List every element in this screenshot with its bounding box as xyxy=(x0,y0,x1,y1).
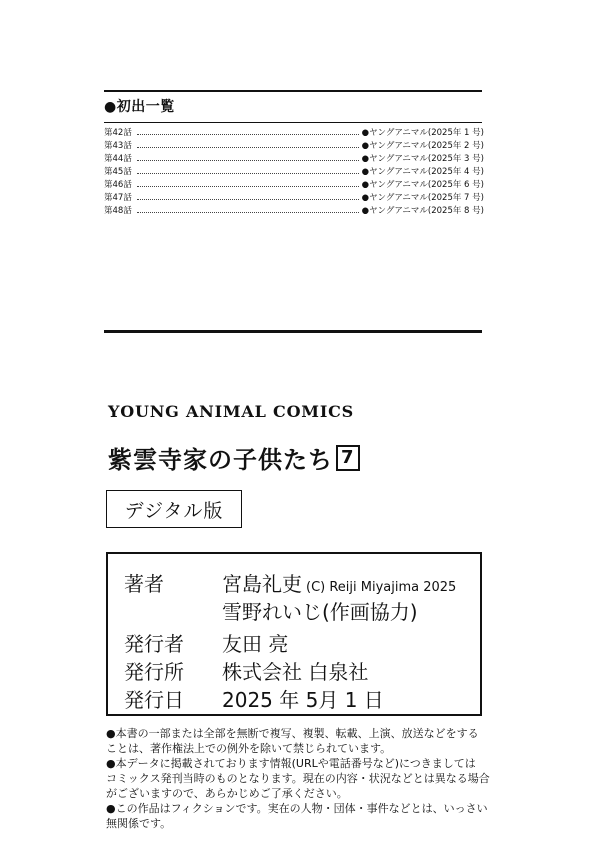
middle-rule xyxy=(104,330,482,333)
volume-number: 7 xyxy=(336,445,360,471)
collaborator: 雪野れいじ(作画協力) xyxy=(222,600,418,624)
chapter-number: 第43話 xyxy=(104,141,132,151)
first-appearance-section xyxy=(104,96,484,218)
publication-source: ●ヤングアニマル(2025年 7 号) xyxy=(361,193,484,203)
publication-row xyxy=(104,192,484,205)
date-label: 発行日 xyxy=(124,688,184,712)
notice-line: がございますので、あらかじめご了承ください。 xyxy=(106,787,348,800)
chapter-number: 第45話 xyxy=(104,167,132,177)
book-title xyxy=(108,440,360,475)
publication-source: ●ヤングアニマル(2025年 4 号) xyxy=(361,167,484,177)
credits-box xyxy=(106,552,482,716)
publication-list xyxy=(104,127,484,218)
notice-line: 無関係です。 xyxy=(106,817,172,830)
publication-row xyxy=(104,153,484,166)
chapter-number: 第48話 xyxy=(104,206,132,216)
publication-row xyxy=(104,166,484,179)
series-label: YOUNG ANIMAL COMICS xyxy=(108,402,354,421)
publisher: 株式会社 白泉社 xyxy=(222,660,369,684)
publish-date: 2025 年 5月 1 日 xyxy=(222,688,384,712)
publication-source: ●ヤングアニマル(2025年 1 号) xyxy=(361,128,484,138)
notice-line: ことは、著作権法上での例外を除いて禁じられています。 xyxy=(106,742,392,755)
notice-line: ●この作品はフィクションです。実在の人物・団体・事件などとは、いっさい xyxy=(106,802,488,815)
legal-notices xyxy=(106,726,496,831)
first-appearance-title: ●初出一覧 xyxy=(104,99,175,115)
notice-line: コミックス発刊当時のものとなります。現在の内容・状況などとは異なる場合 xyxy=(106,772,490,785)
publication-source: ●ヤングアニマル(2025年 3 号) xyxy=(361,154,484,164)
author-line xyxy=(222,568,456,597)
publication-row xyxy=(104,179,484,192)
publication-source: ●ヤングアニマル(2025年 8 号) xyxy=(361,206,484,216)
leader-dots xyxy=(137,160,359,161)
publisher-person: 友田 亮 xyxy=(222,632,289,656)
author-copyright: (C) Reiji Miyajima 2025 xyxy=(306,580,457,595)
notice-line: ●本データに掲載されております情報(URLや電話番号など)につきましては xyxy=(106,757,476,770)
leader-dots xyxy=(137,134,359,135)
chapter-number: 第44話 xyxy=(104,154,132,164)
leader-dots xyxy=(137,199,359,200)
edition-badge: デジタル版 xyxy=(106,490,242,528)
publisher-label: 発行所 xyxy=(124,660,184,684)
author-label: 著者 xyxy=(124,572,164,596)
chapter-number: 第42話 xyxy=(104,128,132,138)
publication-row xyxy=(104,140,484,153)
publication-row xyxy=(104,205,484,218)
publication-row xyxy=(104,127,484,140)
top-rule xyxy=(104,90,482,92)
leader-dots xyxy=(137,186,359,187)
leader-dots xyxy=(137,212,359,213)
chapter-number: 第46話 xyxy=(104,180,132,190)
title-underline xyxy=(104,122,482,123)
leader-dots xyxy=(137,147,359,148)
chapter-number: 第47話 xyxy=(104,193,132,203)
publisher-person-label: 発行者 xyxy=(124,632,184,656)
notice-line: ●本書の一部または全部を無断で複写、複製、転載、上演、放送などをする xyxy=(106,727,479,740)
leader-dots xyxy=(137,173,359,174)
author-name: 宮島礼吏 xyxy=(222,572,302,596)
book-title-text: 紫雲寺家の子供たち xyxy=(108,446,333,474)
publication-source: ●ヤングアニマル(2025年 2 号) xyxy=(361,141,484,151)
publication-source: ●ヤングアニマル(2025年 6 号) xyxy=(361,180,484,190)
